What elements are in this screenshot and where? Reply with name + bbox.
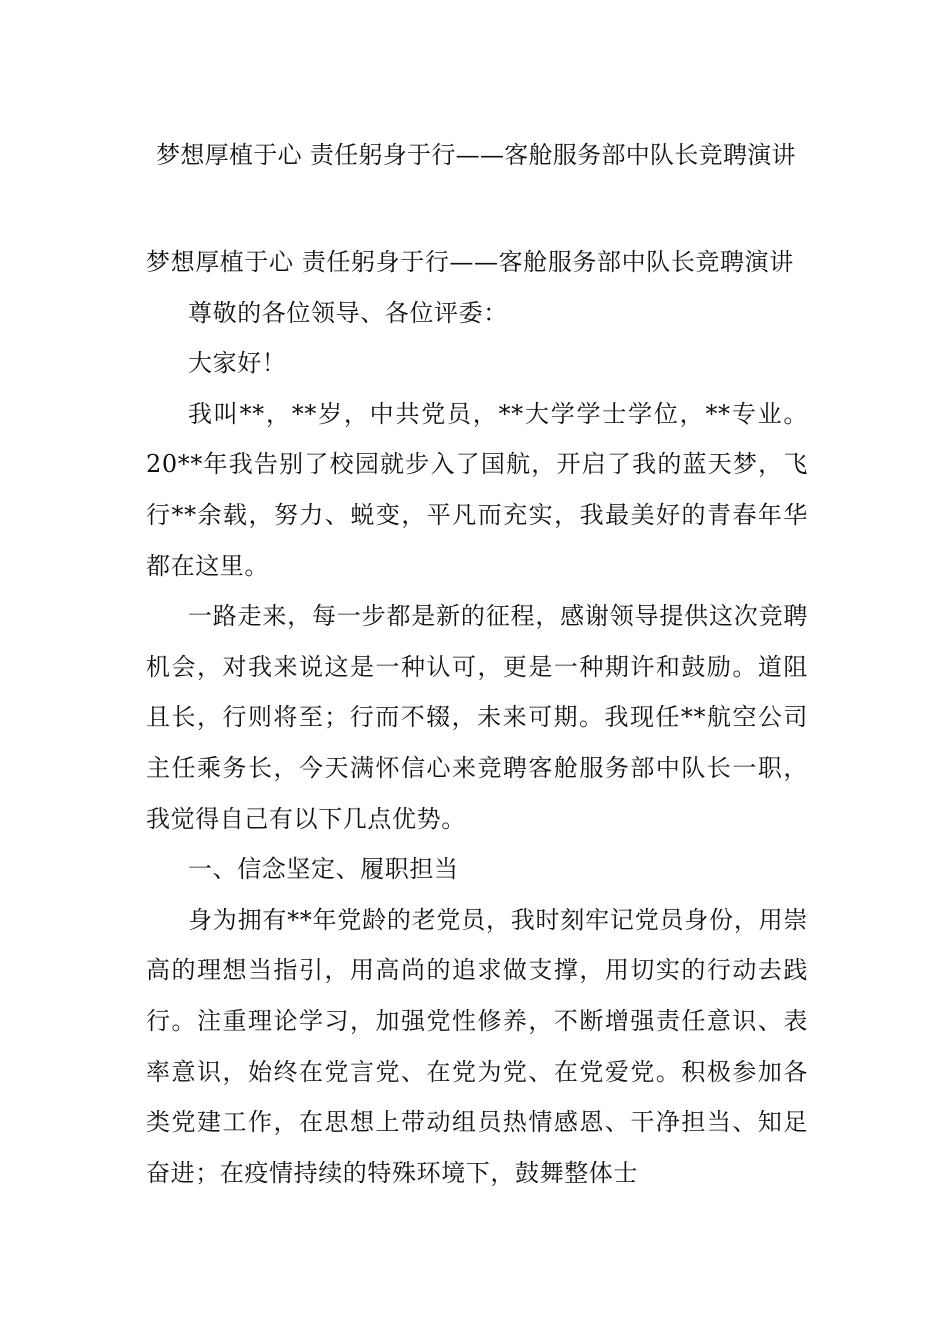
self-introduction-paragraph: 我叫**，**岁，中共党员，**大学学士学位，**专业。20**年我告别了校园就步入了国航，开启了我的蓝天梦，飞行**余载，努力、蜕变，平凡而充实，我最美好的青春年华都在这里。 [146,399,808,580]
salutation-paragraph: 尊敬的各位领导、各位评委： [188,298,508,327]
document-body [146,237,808,1198]
document-title: 梦想厚植于心 责任躬身于行——客舱服务部中队长竞聘演讲 [156,141,796,169]
greeting-paragraph: 大家好！ [188,349,287,378]
motivation-paragraph: 一路走来，每一步都是新的征程，感谢领导提供这次竞聘机会，对我来说这是一种认可，更是一种期许和鼓励。道阻且长，行则将至；行而不辍，未来可期。我现任**航空公司主任乘务长，今天满怀信心来竞聘客舱服务部中队长一职，我觉得自己有以下几点优势。 [146,602,808,833]
section-heading-1: 一、信念坚定、履职担当 [188,855,459,884]
repeated-title-paragraph: 梦想厚植于心 责任躬身于行——客舱服务部中队长竞聘演讲 [146,248,794,276]
section-1-paragraph: 身为拥有**年党龄的老党员，我时刻牢记党员身份，用崇高的理想当指引，用高尚的追求做支撑，用切实的行动去践行。注重理论学习，加强党性修养，不断增强责任意识、表率意识，始终在党言党、在党为党、在党爱党。积极参加各类党建工作，在思想上带动组员热情感恩、干净担当、知足奋进；在疫情持续的特殊环境下，鼓舞整体士 [146,905,808,1187]
